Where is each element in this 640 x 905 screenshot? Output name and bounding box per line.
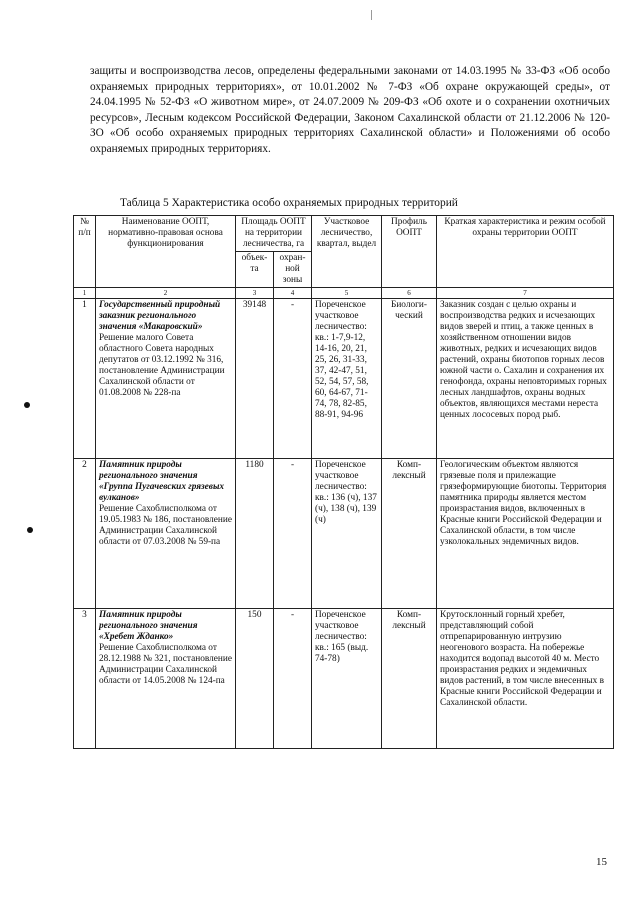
table-caption: Таблица 5 Характеристика особо охраняемых природных территорий bbox=[120, 197, 458, 209]
row-profile: Комп-лексный bbox=[382, 609, 437, 749]
row-name bbox=[96, 609, 236, 749]
row-area-object: 150 bbox=[236, 609, 274, 749]
table-row bbox=[74, 459, 614, 609]
row-name-basis: Решение Сахоблисполкома от 28.12.1988 № 321, постановление Администрации Сахалинской области от 14.05.2008 № 124-па bbox=[99, 643, 232, 686]
row-regime: Геологическим объектом являются грязевые поля и прилежащие грязеформирующие биотопы. Территория памятника природы является местом произрастания видов, включенных в Красные книги Российской Федерации и Сахалинской области, в том числе узколокальных эндемичных видов. bbox=[437, 459, 614, 609]
row-num: 3 bbox=[74, 609, 96, 749]
row-name-title: Государственный природный заказник регионального значения «Макаровский» bbox=[99, 300, 221, 332]
row-name bbox=[96, 459, 236, 609]
oopt-table bbox=[73, 215, 614, 749]
row-name-basis: Решение малого Совета областного Совета народных депутатов от 03.12.1992 № 316, постановление Администрации Сахалинской области от 01.08.2008 № 228-па bbox=[99, 333, 225, 398]
row-num: 2 bbox=[74, 459, 96, 609]
header-regime: Краткая характеристика и режим особой охраны территории ООПТ bbox=[437, 216, 614, 288]
column-number-row bbox=[74, 288, 614, 299]
header-row bbox=[74, 216, 614, 252]
column-number: 5 bbox=[312, 288, 382, 299]
column-number: 3 bbox=[236, 288, 274, 299]
page-number: 15 bbox=[596, 856, 607, 868]
table-row bbox=[74, 609, 614, 749]
binder-hole-mark bbox=[24, 402, 30, 408]
row-area-object: 1180 bbox=[236, 459, 274, 609]
row-area-buffer: - bbox=[274, 459, 312, 609]
table-row bbox=[74, 299, 614, 459]
column-number: 2 bbox=[96, 288, 236, 299]
row-regime: Крутосклонный горный хребет, представляющий собой отпрепарированную интрузию неогенового возраста. На побережье находится водопад высотой 40 м. Место произрастания редких и эндемичных видов растений, в том числе внесенных в Красные книги Российской Федерации и Сахалинской области. bbox=[437, 609, 614, 749]
row-plots: Пореченское участковое лесничество: кв.: 165 (выд. 74-78) bbox=[312, 609, 382, 749]
row-area-object: 39148 bbox=[236, 299, 274, 459]
header-name: Наименование ООПТ, нормативно-правовая основа функционирования bbox=[96, 216, 236, 288]
row-name-title: Памятник природы регионального значения «Группа Пугачевских грязевых вулканов» bbox=[99, 460, 225, 503]
row-area-buffer: - bbox=[274, 299, 312, 459]
row-profile: Комп-лексный bbox=[382, 459, 437, 609]
header-area: Площадь ООПТ на территории лесничества, га bbox=[236, 216, 312, 252]
header-num: № п/п bbox=[74, 216, 96, 288]
row-plots: Пореченское участковое лесничество: кв.: 136 (ч), 137 (ч), 138 (ч), 139 (ч) bbox=[312, 459, 382, 609]
column-number: 7 bbox=[437, 288, 614, 299]
intro-paragraph: защиты и воспроизводства лесов, определены федеральными законами от 14.03.1995 № 33-ФЗ «Об особо охраняемых природных территориях», от 10.01.2002 № 7-ФЗ «Об охране окружающей среды», от 24.04.1995 № 52-ФЗ «О животном мире», от 24.07.2009 № 209-ФЗ «Об охоте и о сохранении охотничьих ресурсов», Лесным кодексом Российской Федерации, Законом Сахалинской области от 21.12.2006 № 120-ЗО «Об особо охраняемых природных территориях Сахалинской области» и Положениями об особо охраняемых природных территориях. bbox=[90, 65, 610, 155]
row-name-title: Памятник природы регионального значения «Хребет Жданко» bbox=[99, 610, 198, 642]
binder-hole-mark bbox=[27, 527, 33, 533]
column-number: 6 bbox=[382, 288, 437, 299]
header-profile: Профиль ООПТ bbox=[382, 216, 437, 288]
row-profile: Биологи-ческий bbox=[382, 299, 437, 459]
row-area-buffer: - bbox=[274, 609, 312, 749]
column-number: 1 bbox=[74, 288, 96, 299]
row-regime: Заказник создан с целью охраны и воспроизводства редких и исчезающих видов зверей и птиц, а также ценных в хозяйственном отношении видов животных, редких и исчезающих видов растений, охраны биотопов горных лесов южной части о. Сахалин и сохранения их генофонда, охраны неповторимых горных лесных ландшафтов, охраны водных объектов, являющихся местами нереста ценных лососевых пород рыб. bbox=[437, 299, 614, 459]
column-number: 4 bbox=[274, 288, 312, 299]
row-name bbox=[96, 299, 236, 459]
header-area-object: объек-та bbox=[236, 252, 274, 288]
header-plots: Участковое лесничество, квартал, выдел bbox=[312, 216, 382, 288]
row-name-basis: Решение Сахоблисполкома от 19.05.1983 № 186, постановление Администрации Сахалинской области от 07.03.2008 № 59-па bbox=[99, 504, 232, 547]
row-num: 1 bbox=[74, 299, 96, 459]
row-plots: Пореченское участковое лесничество: кв.: 1-7,9-12, 14-16, 20, 21, 25, 26, 31-33, 37, 42-47, 51, 52, 54, 57, 58, 60, 64-67, 71-74, 78, 82-85, 88-91, 94-96 bbox=[312, 299, 382, 459]
header-area-buffer: охран-ной зоны bbox=[274, 252, 312, 288]
scan-mark bbox=[371, 10, 372, 20]
